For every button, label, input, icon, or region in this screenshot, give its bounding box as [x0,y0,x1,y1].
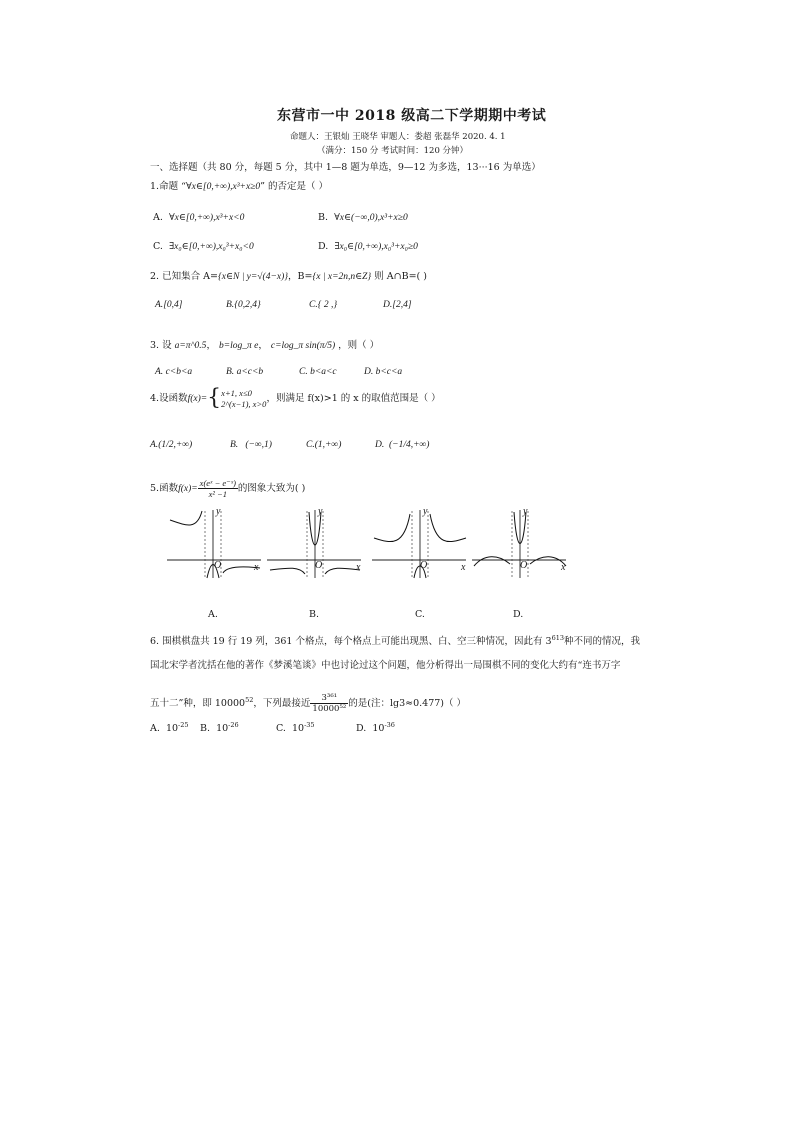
q3-option-b[interactable] [226,367,263,378]
option-base: 10 [292,723,305,734]
graph-b-origin: O [315,560,323,571]
graph-b-axis-y: y [318,506,323,517]
curve-left [374,514,410,542]
option-letter: C. [153,241,163,252]
option-exponent: -26 [228,720,239,729]
graph-a-label: A. [208,609,218,620]
q2-set-b: {x | x=2n,n∈Z} [312,272,372,282]
q6-line-3-pre: 五十二”种，即 10000 [150,698,246,710]
q2-option-c[interactable] [309,300,337,311]
option-text: { 2 ,} [317,300,338,310]
graph-a-origin: O [214,560,222,571]
q4-stem-post: ，则满足 f(x)>1 的 x 的取值范围是（ ） [266,393,441,405]
graph-d-axis-y: y [523,506,528,517]
graph-a-axis-y: y [216,506,221,517]
option-text: ∀x∈(−∞,0),x³+x≥0 [334,213,408,223]
q2-stem-pre: 2. 已知集合 A= [150,271,218,282]
q6-option-d[interactable] [356,720,395,734]
q4-option-c[interactable] [306,440,341,451]
q4-stem-pre: 4.设函数 [150,393,188,405]
option-text: [0,4] [163,300,183,310]
option-text: ∀x∈[0,+∞),x³+x<0 [168,213,245,223]
option-letter: A. [150,440,159,450]
q6-line-3 [150,693,466,714]
curve-left [170,511,202,525]
option-letter: D. [364,367,374,377]
graph-a-axis-x: x [254,562,259,573]
option-letter: C. [309,300,318,310]
q6-numerator: 3³⁶¹ [321,693,338,703]
q6-option-b[interactable] [200,720,239,734]
option-letter: D. [356,723,367,734]
q6-line-3-sup: 52 [245,696,254,705]
q6-option-a[interactable] [150,720,189,734]
option-base: 10 [165,723,179,734]
q2-option-b[interactable] [226,300,261,311]
q1-option-b[interactable] [318,212,408,224]
option-text: (1/2,+∞) [158,440,193,450]
graph-c-label: C. [415,609,425,620]
q6-line-1 [150,633,640,647]
q6-fraction [310,693,348,714]
option-exponent: -25 [178,720,189,729]
q1-option-c[interactable] [153,241,254,253]
q5-stem [150,478,305,499]
option-letter: B. [318,212,329,223]
option-base: 10 [216,723,229,734]
q4-option-b[interactable] [230,440,272,451]
q2-option-d[interactable] [383,300,412,311]
option-letter: A. [153,212,163,223]
graph-b-axis-x: x [356,562,361,573]
q2-option-a[interactable] [155,300,182,311]
curve-right [430,514,466,542]
q4-option-d[interactable] [375,440,429,451]
option-letter: B. [200,723,211,734]
q1-option-a[interactable] [153,212,244,224]
exam-meta: （满分：150 分 考试时间：120 分钟） [317,146,469,156]
graph-d-axis-x: x [561,562,566,573]
q5-func: f(x)= [178,484,198,495]
q3-option-a[interactable] [155,367,192,378]
option-letter: C. [306,440,315,450]
graph-c-axis-x: x [461,562,466,573]
q2-stem [150,271,427,283]
q4-stem [150,385,441,411]
q6-option-c[interactable] [276,720,315,734]
option-text: (1,+∞) [314,440,342,450]
q3-stem-pre: 3. 设 [150,340,172,351]
q6-line-2: 国北宋学者沈括在他的著作《梦溪笔谈》中也讨论过这个问题，他分析得出一局围棋不同的变化大约有“连书万字 [150,660,621,671]
option-letter: C. [299,367,308,377]
option-text: b<c<a [375,367,403,377]
graph-d-origin: O [520,560,528,571]
q4-option-a[interactable] [150,440,192,451]
option-letter: A. [155,367,164,377]
option-text: [2,4] [392,300,412,310]
option-letter: A. [150,723,160,734]
q6-line-3-mid: ，下列最接近 [253,698,311,710]
graph-d-label: D. [513,609,524,620]
q2-stem-post: 则 A∩B=( ) [374,271,427,282]
q3-b: b=log_π e [218,341,259,351]
q5-stem-pre: 5.函数 [150,483,179,495]
q6-denominator: 10000⁵² [312,704,347,715]
q6-line-1-post: 种不同的情况，我 [563,636,640,647]
option-letter: D. [383,300,393,310]
option-letter: C. [276,723,286,734]
q1-stem-pre: 1.命题 “ [150,181,186,192]
option-letter: B. [230,440,239,450]
q6-line-1-sup: 613 [551,633,564,642]
option-exponent: -35 [304,720,315,729]
q4-piece-2: 2^(x−1), x>0 [221,398,267,409]
option-base: 10 [372,723,385,734]
section-heading: 一、选择题（共 80 分，每题 5 分，其中 1—8 题为单选，9—12 为多选，13···16 为单选） [150,162,541,173]
graph-c-origin: O [420,560,428,571]
q3-stem-post: ，则（ ） [338,340,380,351]
q3-a: a=π^0.5 [174,341,207,351]
q3-option-c[interactable] [299,367,337,378]
option-text: ∃x₀∈[0,+∞),x₀³+x₀<0 [169,242,254,252]
curve-right [325,568,360,574]
q5-stem-post: 的图象大致为( ) [237,483,306,495]
left-brace-icon: { [207,385,222,411]
q4-pieces [221,388,266,409]
q1-stem-post: ” 的否定是（ ） [260,181,329,192]
option-text: b<a<c [310,367,337,377]
q5-numerator: x(eˣ − e⁻ˣ) [199,478,236,488]
q1-stem-math: ∀x∈[0,+∞),x³+x≥0 [185,182,261,192]
q2-stem-mid: ，B= [288,271,313,282]
option-letter: D. [318,241,329,252]
option-text: a<c<b [236,367,264,377]
q6-line-1-pre: 6. 围棋棋盘共 19 行 19 列，361 个格点，每个格点上可能出现黑、白、空三种情况，因此有 3 [150,636,552,647]
graph-b-label: B. [309,609,320,620]
option-text: ∃x₀∈[0,+∞),x₀³+x₀≥0 [334,242,418,252]
option-letter: D. [375,440,385,450]
q2-set-a: {x∈N | y=√(4−x)} [217,272,289,282]
q3-c: c=log_π sin(π/5) [270,341,336,351]
option-exponent: -36 [384,720,395,729]
option-letter: B. [226,367,235,377]
q1-stem [150,181,328,193]
q4-func: f(x)= [187,394,208,405]
option-text: (−1/4,+∞) [389,440,430,450]
option-text: (−∞,1) [245,440,272,450]
curve-left [270,568,305,574]
q3-option-d[interactable] [364,367,402,378]
q5-fraction [198,478,238,499]
exam-title: 东营市一中 2018 级高二下学期期中考试 [277,108,547,124]
q3-stem: 3. 设 a=π^0.5， b=log_π e， c=log_π sin(π/5) ，则（ ） [150,340,380,351]
q4-piece-1: x+1, x≤0 [221,388,252,398]
option-text: {0,2,4} [234,300,261,310]
q1-option-d[interactable] [318,241,418,253]
exam-authors: 命题人：王银灿 王晓华 审题人：娄超 张磊华 2020. 4. 1 [290,132,506,142]
option-letter: B. [226,300,235,310]
curve-left [474,557,510,566]
graph-c-axis-y: y [423,506,428,517]
q6-line-3-post: 的是(注：lg3≈0.477)（ ） [348,698,467,710]
q5-denominator: x² −1 [198,488,238,499]
option-letter: A. [155,300,164,310]
option-text: c<b<a [165,367,193,377]
